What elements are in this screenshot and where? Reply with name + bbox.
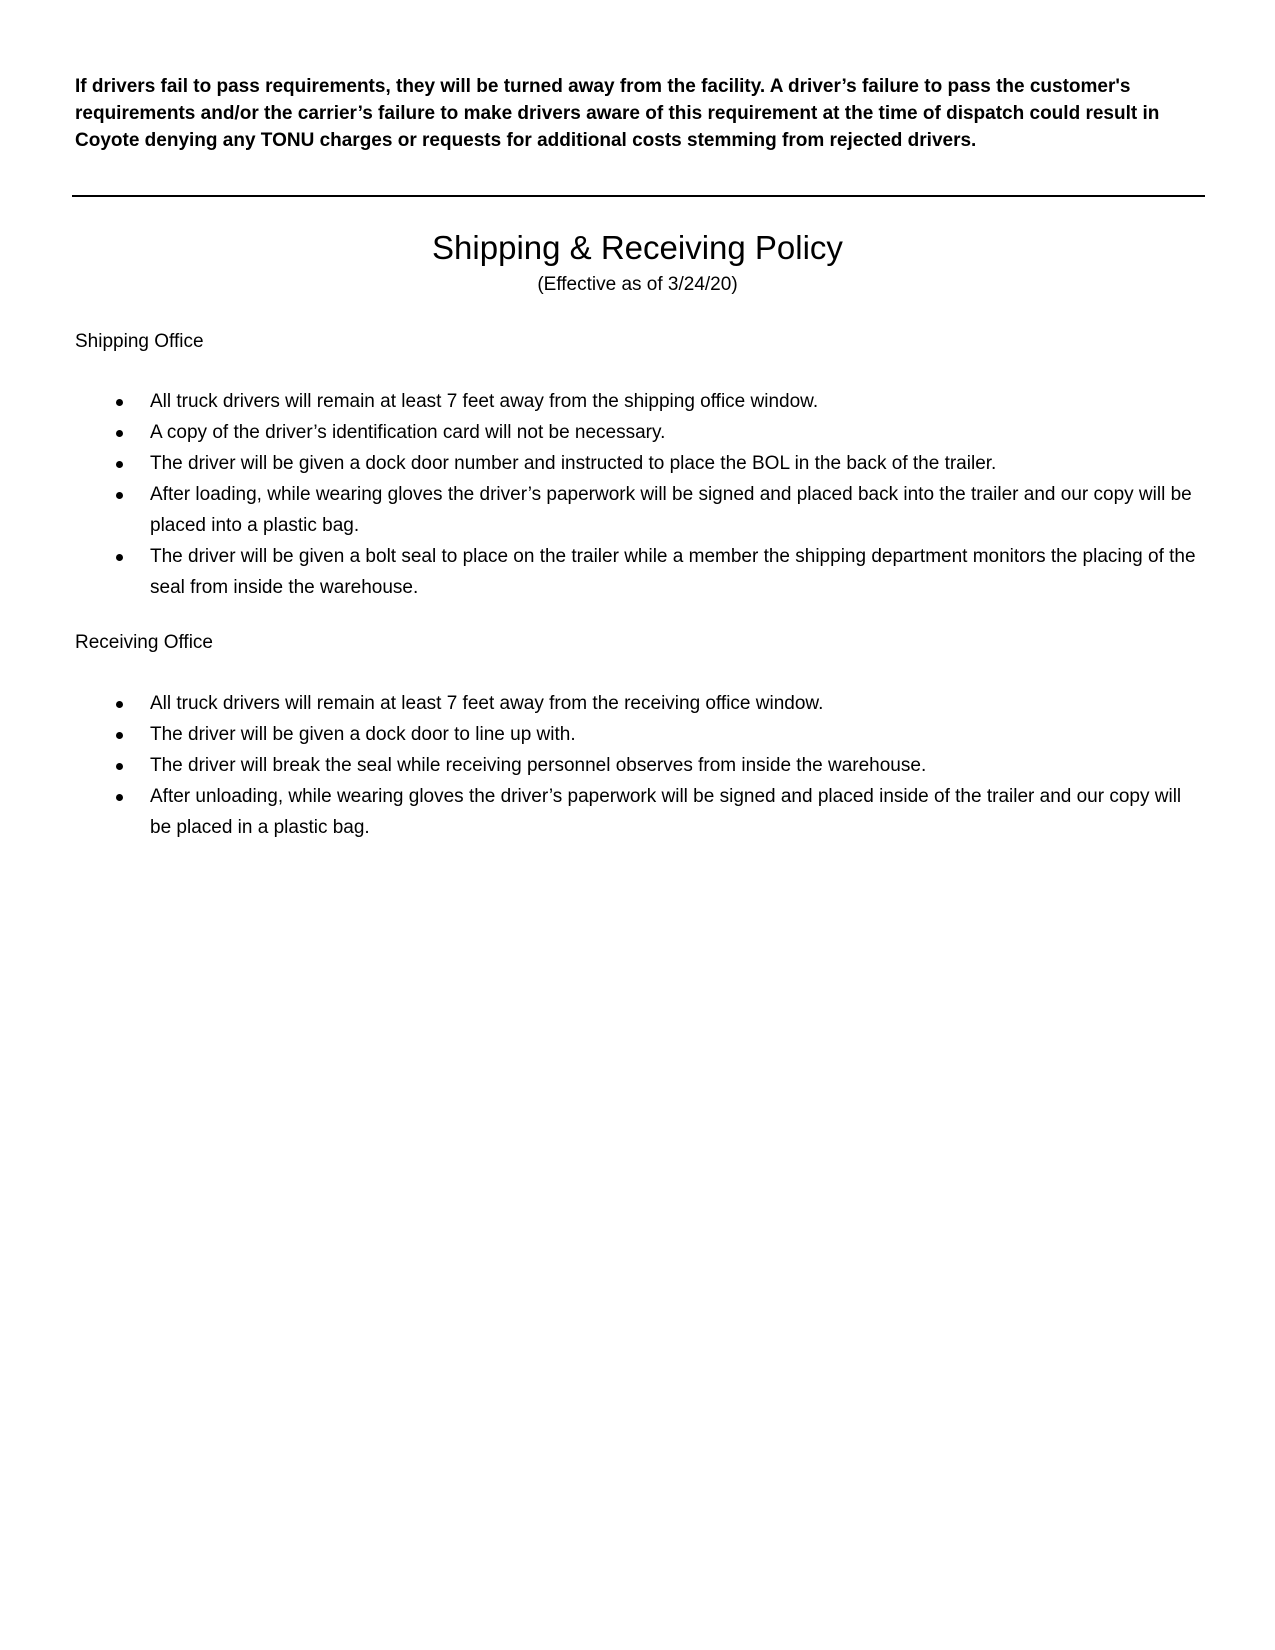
list-item-text: The driver will be given a dock door to line up with. — [150, 724, 576, 745]
list-item — [75, 719, 1205, 750]
list-item — [75, 781, 1205, 843]
bullet-icon — [116, 430, 123, 437]
list-item — [75, 386, 1205, 417]
policy-title: Shipping & Receiving Policy — [432, 229, 843, 266]
receiving-office-heading: Receiving Office — [75, 632, 213, 653]
bullet-icon — [116, 794, 123, 801]
list-item — [75, 479, 1205, 541]
list-item — [75, 750, 1205, 781]
list-item — [75, 541, 1205, 603]
bullet-icon — [116, 701, 123, 708]
bullet-icon — [116, 554, 123, 561]
shipping-office-heading: Shipping Office — [75, 331, 204, 352]
driver-requirements-notice: If drivers fail to pass requirements, they will be turned away from the facility. A driver’s failure to pass the customer's requirements and/or the carrier’s failure to make drivers aware of this requirement at the time of dispatch could result in Coyote denying any TONU charges or requests for additional costs stemming from rejected drivers. — [75, 76, 1160, 151]
list-item-text: The driver will break the seal while receiving personnel observes from inside the warehouse. — [150, 755, 927, 776]
list-item-text: All truck drivers will remain at least 7 feet away from the shipping office window. — [150, 391, 819, 412]
list-item-text: After loading, while wearing gloves the driver’s paperwork will be signed and placed back into the trailer and our copy will be placed into a plastic bag. — [150, 484, 1192, 536]
bullet-icon — [116, 399, 123, 406]
list-item — [75, 688, 1205, 719]
bullet-icon — [116, 732, 123, 739]
list-item-text: A copy of the driver’s identification card will not be necessary. — [150, 422, 666, 443]
bullet-icon — [116, 763, 123, 770]
horizontal-divider — [72, 195, 1205, 197]
receiving-office-list — [75, 688, 1205, 843]
bullet-icon — [116, 461, 123, 468]
policy-effective-date: (Effective as of 3/24/20) — [537, 274, 738, 295]
bullet-icon — [116, 492, 123, 499]
list-item-text: The driver will be given a dock door number and instructed to place the BOL in the back of the trailer. — [150, 453, 997, 474]
list-item-text: The driver will be given a bolt seal to place on the trailer while a member the shipping department monitors the placing of the seal from inside the warehouse. — [150, 546, 1196, 598]
shipping-office-list — [75, 386, 1205, 603]
list-item-text: After unloading, while wearing gloves the driver’s paperwork will be signed and placed inside of the trailer and our copy will be placed in a plastic bag. — [150, 786, 1182, 838]
list-item — [75, 448, 1205, 479]
list-item — [75, 417, 1205, 448]
list-item-text: All truck drivers will remain at least 7 feet away from the receiving office window. — [150, 693, 824, 714]
